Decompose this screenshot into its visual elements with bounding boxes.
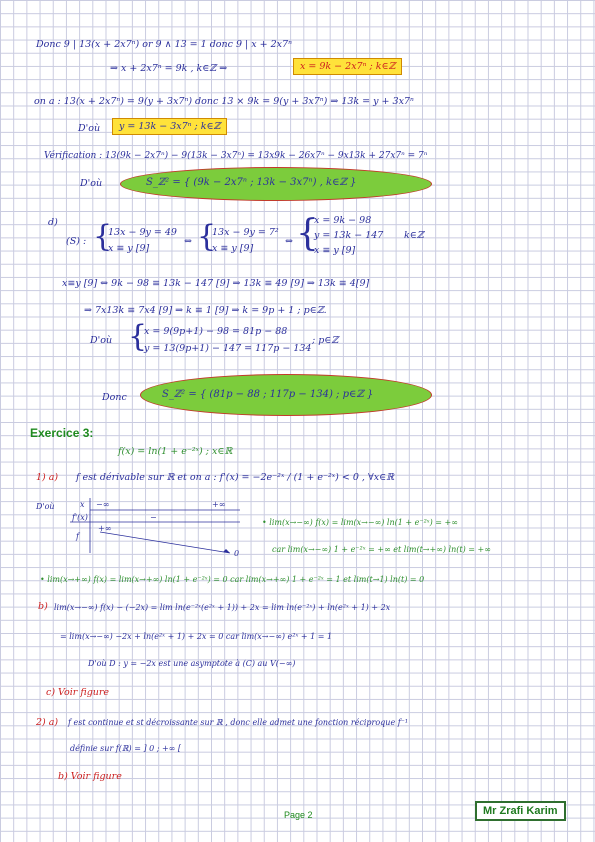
- system3-eq3: x ≡ y [9]: [314, 245, 356, 256]
- line-divisibility: Donc 9 | 13(x + 2x7ⁿ) or 9 ∧ 13 = 1 donc 9 | x + 2x7ⁿ: [36, 39, 292, 50]
- system3-eq1: x = 9k − 98: [314, 215, 372, 226]
- system1-eq2: x ≡ y [9]: [108, 243, 150, 254]
- table-top-value: +∞: [98, 524, 112, 533]
- table-x-label: x: [80, 500, 85, 509]
- result-box-y: y = 13k − 3x7ⁿ ; k∈ℤ: [112, 118, 227, 135]
- solution-set-2: S_ℤ² = { (81p − 88 ; 117p − 134) ; p∈ℤ }: [162, 389, 374, 400]
- table-plus-infinity: +∞: [212, 500, 226, 509]
- question-2a-label: 2) a): [36, 717, 59, 728]
- param-p: ; p∈ℤ: [312, 335, 339, 346]
- question-c: c) Voir figure: [46, 687, 110, 698]
- limit-plus-infinity: • lim(x→+∞) f(x) = lim(x→+∞) ln(1 + e⁻²ˣ) = 0 car lim(x→+∞) 1 + e⁻²ˣ = 1 et lim(t→1) ln(t) = 0: [40, 575, 425, 584]
- asymptote-conclusion: D'où D : y = −2x est une asymptote à (C) au V(−∞): [88, 659, 296, 668]
- question-b-label: b): [38, 601, 48, 612]
- label-dou-4: D'où: [36, 502, 55, 511]
- brace-1: {: [93, 219, 113, 254]
- line-x-expression: ⇒ x + 2x7ⁿ = 9k , k∈ℤ ⇒: [110, 63, 228, 74]
- solution-set-1: S_ℤ² = { (9k − 2x7ⁿ ; 13k − 3x7ⁿ) , k∈ℤ }: [146, 177, 357, 188]
- label-dou-1: D'où: [78, 123, 101, 134]
- table-f-label: f: [76, 532, 79, 541]
- result-box-x: x = 9k − 2x7ⁿ ; k∈ℤ: [293, 58, 402, 75]
- question-1a-text: f est dérivable sur ℝ et on a : f'(x) = −2e⁻²ˣ / (1 + e⁻²ˣ) < 0 , ∀x∈ℝ: [76, 472, 394, 483]
- function-definition: f(x) = ln(1 + e⁻²ˣ) ; x∈ℝ: [118, 446, 233, 457]
- label-dou-3: D'où: [90, 335, 113, 346]
- line-substitution: on a : 13(x + 2x7ⁿ) = 9(y + 3x7ⁿ) donc 13 × 9k = 9(y + 3x7ⁿ) ⇒ 13k = y + 3x7ⁿ: [34, 96, 414, 107]
- author-signature: Mr Zrafi Karim: [475, 801, 566, 821]
- asymptote-step-2: = lim(x→−∞) −2x + ln(e²ˣ + 1) + 2x = 0 car lim(x→−∞) e²ˣ + 1 = 1: [60, 632, 333, 641]
- table-minus-infinity: −∞: [96, 500, 110, 509]
- system-label: (S) :: [66, 236, 87, 247]
- equiv-2: ⇔: [285, 236, 293, 247]
- label-dou-2: D'où: [80, 178, 103, 189]
- question-2a-domain: définie sur f(ℝ) = ] 0 ; +∞ [: [70, 744, 182, 753]
- param-y: y = 13(9p+1) − 147 = 117p − 134: [144, 343, 312, 354]
- line-verification: Vérification : 13(9k − 2x7ⁿ) − 9(13k − 3x7ⁿ) = 13x9k − 26x7ⁿ − 9x13k + 27x7ⁿ = 7ⁿ: [44, 151, 428, 161]
- system2-eq1: 13x − 9y = 7²: [212, 227, 279, 238]
- question-2b: b) Voir figure: [58, 771, 122, 782]
- line-congruence: x≡y [9] ⇔ 9k − 98 ≡ 13k − 147 [9] ⇒ 13k ≡ 49 [9] ⇒ 13k ≡ 4[9]: [62, 278, 370, 289]
- line-k-value: ⇒ 7x13k ≡ 7x4 [9] ⇒ k ≡ 1 [9] ⇒ k = 9p + 1 ; p∈ℤ.: [84, 305, 327, 316]
- param-x: x = 9(9p+1) − 98 = 81p − 88: [144, 326, 288, 337]
- system3-k: k∈ℤ: [404, 230, 424, 241]
- label-d: d): [48, 217, 58, 228]
- table-sign: −: [150, 513, 157, 522]
- brace-3: {: [296, 213, 319, 254]
- table-derivative-label: f'(x): [72, 513, 88, 522]
- equiv-1: ⇔: [184, 236, 192, 247]
- asymptote-step-1: lim(x→−∞) f(x) − (−2x) = lim ln(e⁻²ˣ(e²ˣ + 1)) + 2x = lim ln(e⁻²ˣ) + ln(e²ˣ + 1) + 2x: [54, 603, 391, 612]
- limit-minus-infinity-reason: car lim(x→−∞) 1 + e⁻²ˣ = +∞ et lim(t→+∞) ln(t) = +∞: [272, 545, 491, 554]
- brace-4: {: [128, 319, 148, 354]
- page-number: Page 2: [284, 810, 313, 820]
- limit-minus-infinity: • lim(x→−∞) f(x) = lim(x→−∞) ln(1 + e⁻²ˣ) = +∞: [262, 518, 458, 527]
- system3-eq2: y = 13k − 147: [314, 230, 384, 241]
- question-2a-text: f est continue et st décroissante sur ℝ , donc elle admet une fonction réciproque f⁻¹: [68, 718, 409, 727]
- system1-eq1: 13x − 9y = 49: [108, 227, 177, 238]
- brace-2: {: [197, 219, 217, 254]
- system2-eq2: x ≡ y [9]: [212, 243, 254, 254]
- question-1a-label: 1) a): [36, 472, 59, 483]
- table-bottom-value: 0: [234, 549, 240, 558]
- label-donc: Donc: [102, 392, 127, 403]
- exercise-title: Exercice 3:: [30, 426, 94, 440]
